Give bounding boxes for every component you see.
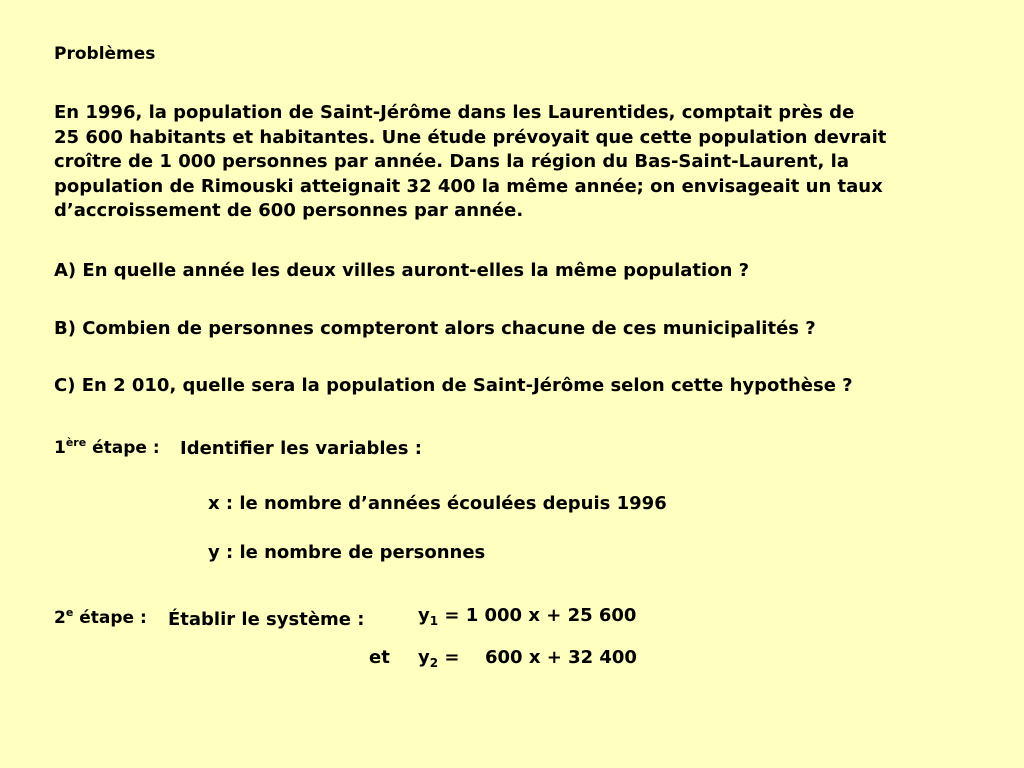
step2-superscript: e <box>65 606 74 619</box>
page-title: Problèmes <box>54 44 156 64</box>
connector-et: et <box>369 647 390 668</box>
statement-line: population de Rimouski atteignait 32 400 la même année; on envisageait un taux <box>54 175 883 197</box>
equation-2-rhs: 600 x + 32 400 <box>485 647 637 668</box>
step1-superscript: ère <box>65 436 87 449</box>
statement-line: 25 600 habitants et habitantes. Une étude prévoyait que cette population devrait <box>54 126 887 148</box>
variable-y: y : le nombre de personnes <box>208 542 486 563</box>
question-c: C) En 2 010, quelle sera la population de Saint-Jérôme selon cette hypothèse ? <box>54 375 853 396</box>
statement-line: En 1996, la population de Saint-Jérôme dans les Laurentides, comptait près de <box>54 102 855 123</box>
step1-label: 1ère étape : <box>54 436 160 458</box>
step2-label: 2e étape : <box>54 606 147 628</box>
step2-text: Établir le système : <box>168 609 365 630</box>
equation-1: $y_1 = 1$ 000 x + 25 600 <box>418 605 637 628</box>
question-b: B) Combien de personnes compteront alors chacune de ces municipalités ? <box>54 318 816 339</box>
step1-text: Identifier les variables : <box>180 438 422 459</box>
statement-line: croître de 1 000 personnes par année. Dans la région du Bas-Saint-Laurent, la <box>54 151 849 172</box>
question-a: A) En quelle année les deux villes auront-elles la même population ? <box>54 260 750 281</box>
variable-x: x : le nombre d’années écoulées depuis 1996 <box>208 493 667 514</box>
problem-statement <box>54 101 954 224</box>
statement-line: d’accroissement de 600 personnes par année. <box>54 200 524 221</box>
equation-2-lhs: $y_2$ = <box>418 647 460 670</box>
